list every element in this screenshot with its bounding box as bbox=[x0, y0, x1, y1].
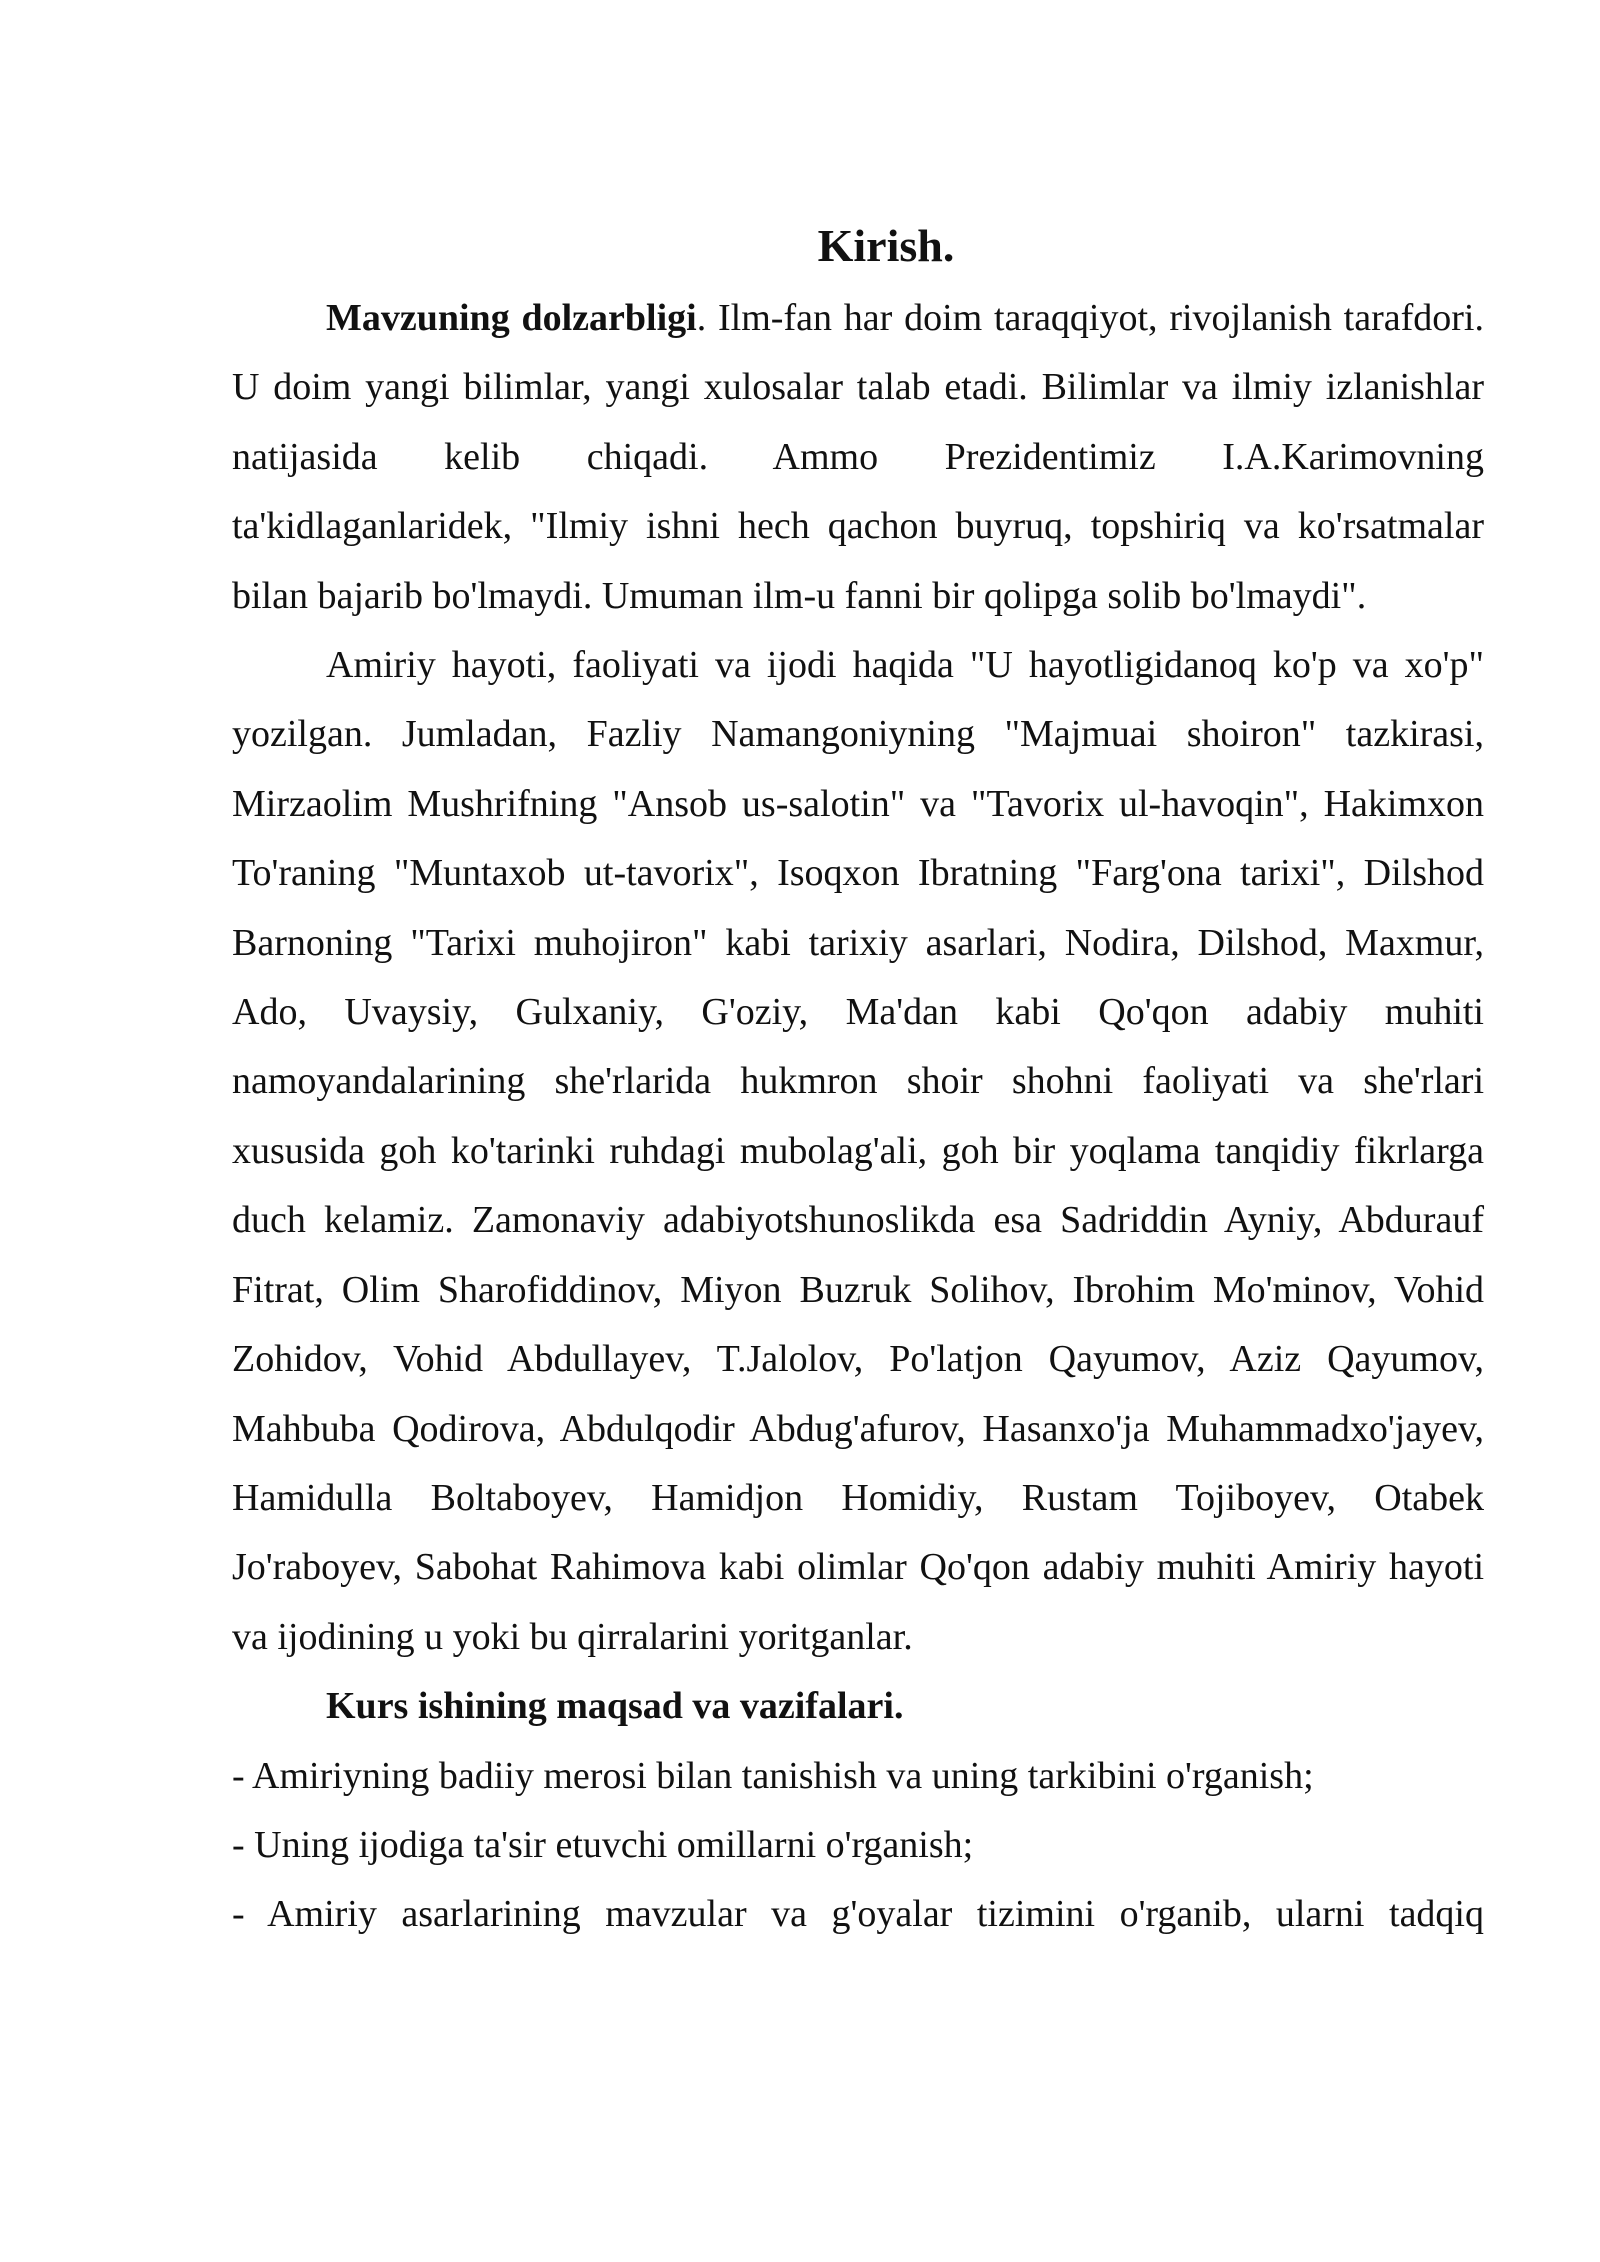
body-paragraph: Amiriy hayoti, faoliyati va ijodi haqida "U hayotligidanoq ko'p va xo'p" yozilgan. Jumladan, Fazliy Namangoniyning "Majmuai shoiron" tazkirasi, Mirzaolim Mushrifning "Ansob us-salotin" va "Tavorix ul-havoqin", Hakimxon To'raning "Muntaxob ut-tavorix", Isoqxon Ibratning "Farg'ona tarixi", Dilshod Barnoning "Tarixi muhojiron" kabi tarixiy asarlari, Nodira, Dilshod, Maxmur, Ado, Uvaysiy, Gulxaniy, G'oziy, Ma'dan kabi Qo'qon adabiy muhiti namoyandalarining she'rlarida hukmron shoir shohni faoliyati va she'rlari xususida goh ko'tarinki ruhdagi mubolag'ali, goh bir yoqlama tanqidiy fikrlarga duch kelamiz. Zamonaviy adabiyotshunoslikda esa Sadriddin Ayniy, Abdurauf Fitrat, Olim Sharofiddinov, Miyon Buzruk Solihov, Ibrohim Mo'minov, Vohid Zohidov, Vohid Abdullayev, T.Jalolov, Po'latjon Qayumov, Aziz Qayumov, Mahbuba Qodirova, Abdulqodir Abdug'afurov, Hasanxo'ja Muhammadxo'jayev, Hamidulla Boltaboyev, Hamidjon Homidiy, Rustam Tojiboyev, Otabek Jo'raboyev, Sabohat Rahimova kabi olimlar Qo'qon adabiy muhiti Amiriy hayoti va ijodining u yoki bu qirralarini yoritganlar. bbox=[232, 644, 1484, 1658]
intro-text: . Ilm-fan har doim taraqqiyot, rivojlanish tarafdori. U doim yangi bilimlar, yangi xulosalar talab etadi. Bilimlar va ilmiy izlanishlar natijasida kelib chiqadi. Ammo Prezidentimiz I.A.Karimovning ta'kidlaganlaridek, "Ilmiy ishni hech qachon buyruq, topshiriq va ko'rsatmalar bilan bajarib bo'lmaydi. Umuman ilm-u fanni bir qolipga solib bo'lmaydi". bbox=[232, 297, 1484, 617]
intro-lead: Mavzuning dolzarbligi bbox=[326, 297, 697, 339]
goal-item: - Uning ijodiga ta'sir etuvchi omillarni o'rganish; bbox=[232, 1823, 974, 1866]
goals-heading: Kurs ishining maqsad va vazifalari. bbox=[326, 1685, 904, 1728]
goal-item: - Amiriyning badiiy merosi bilan tanishish va uning tarkibini o'rganish; bbox=[232, 1754, 1314, 1797]
page-title: Kirish. bbox=[817, 220, 955, 271]
goal-item: - Amiriy asarlarining mavzular va g'oyalar tizimini o'rganib, ularni tadqiq bbox=[232, 1893, 1484, 1936]
document-page bbox=[232, 210, 1484, 1950]
intro-paragraph bbox=[232, 284, 1484, 631]
